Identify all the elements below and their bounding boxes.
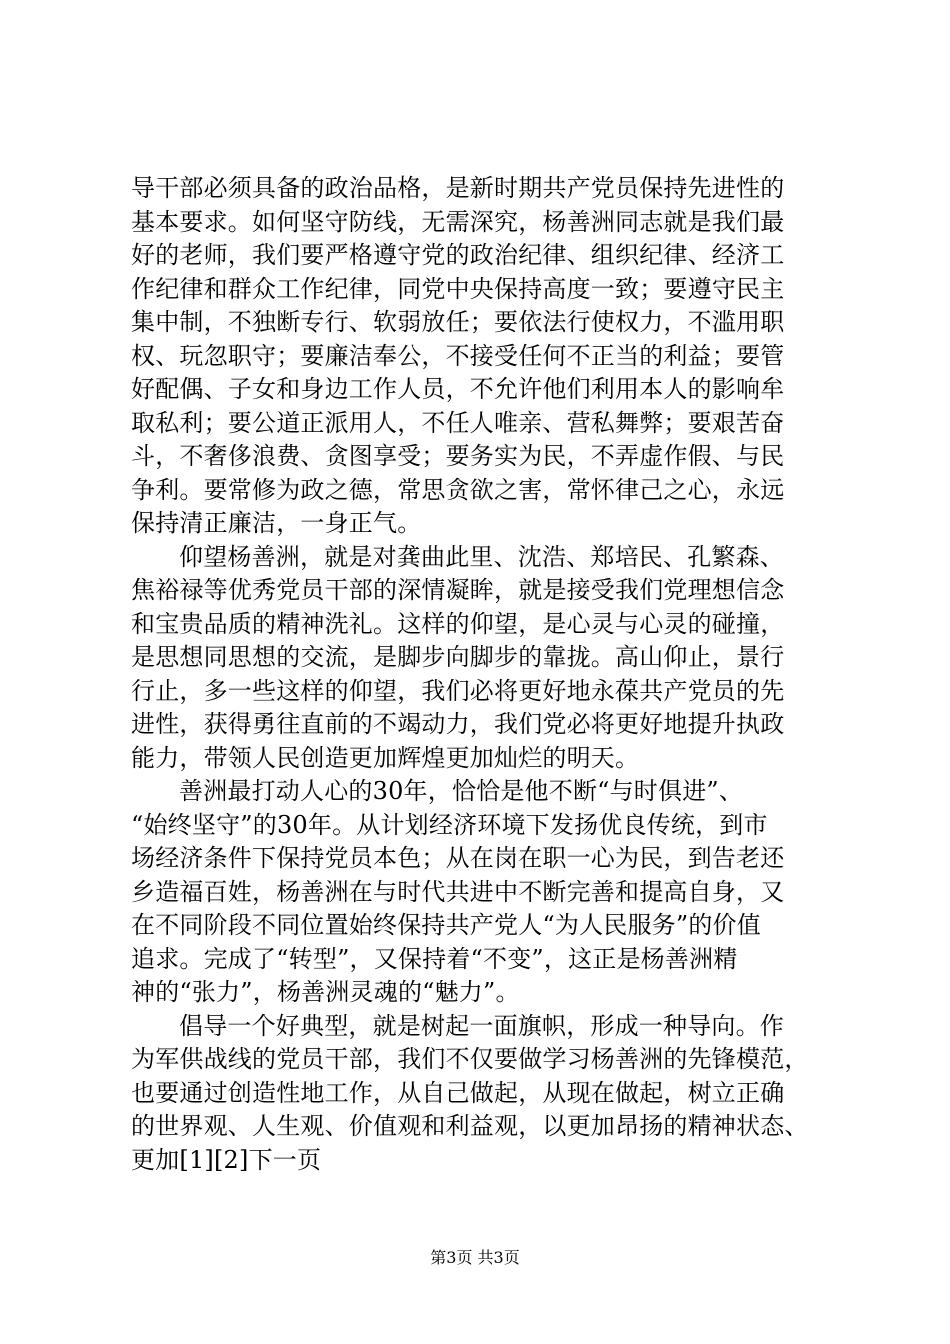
text-line: 争利。要常修为政之德，常思贪欲之害，常怀律己之心，永远	[131, 475, 785, 504]
page-footer: 第3页 共3页	[430, 1248, 520, 1267]
text-line: 在不同阶段不同位置始终保持共产党人“为人民服务”的价值	[131, 911, 761, 939]
text-line: 仰望杨善洲，就是对龚曲此里、沈浩、郑培民、孔繁森、	[179, 542, 784, 571]
text-line: 更加[1][2]下一页	[131, 1145, 322, 1174]
text-line: 场经济条件下保持党员本色；从在岗在职一心为民，到告老还	[131, 844, 785, 872]
text-line: 进性，获得勇往直前的不竭动力，我们党必将更好地提升执政	[131, 710, 785, 738]
text-line: 乡造福百姓，杨善洲在与时代共进中不断完善和提高自身，又	[131, 877, 785, 906]
text-line: 行止，多一些这样的仰望，我们必将更好地永葆共产党员的先	[131, 676, 785, 705]
text-line: 基本要求。如何坚守防线，无需深究，杨善洲同志就是我们最	[131, 207, 785, 236]
text-line: 斗，不奢侈浪费、贪图享受；要务实为民，不弄虚作假、与民	[131, 442, 785, 470]
text-line: 为军供战线的党员干部，我们不仅要做学习杨善洲的先锋模范，	[131, 1045, 809, 1073]
text-line: 善洲最打动人心的30年，恰恰是他不断“与时俱进”、	[179, 777, 744, 805]
text-line: 好的老师，我们要严格遵守党的政治纪律、组织纪律、经济工	[131, 241, 785, 269]
document-body	[131, 172, 831, 1177]
text-line: 作纪律和群众工作纪律，同党中央保持高度一致；要遵守民主	[131, 274, 785, 303]
text-line: 的世界观、人生观、价值观和利益观，以更加昂扬的精神状态、	[131, 1112, 809, 1140]
text-line: 权、玩忽职守；要廉洁奉公，不接受任何不正当的利益；要管	[131, 341, 785, 370]
text-line: 好配偶、子女和身边工作人员，不允许他们利用本人的影响牟	[131, 375, 785, 403]
text-line: 和宝贵品质的精神洗礼。这样的仰望，是心灵与心灵的碰撞，	[131, 609, 785, 638]
text-line: 是思想同思想的交流，是脚步向脚步的靠拢。高山仰止，景行	[131, 643, 785, 671]
text-line: 追求。完成了“转型”，又保持着“不变”，这正是杨善洲精	[131, 944, 738, 973]
text-line: 导干部必须具备的政治品格，是新时期共产党员保持先进性的	[131, 174, 785, 202]
text-line: 集中制，不独断专行、软弱放任；要依法行使权力，不滥用职	[131, 308, 785, 336]
text-line: 焦裕禄等优秀党员干部的深情凝眸，就是接受我们党理想信念	[131, 576, 785, 604]
text-line: 保持清正廉洁，一身正气。	[131, 509, 422, 537]
text-line: 能力，带领人民创造更加辉煌更加灿烂的明天。	[131, 743, 640, 772]
text-line: 取私利；要公道正派用人，不任人唯亲、营私舞弊；要艰苦奋	[131, 408, 785, 437]
text-line: 倡导一个好典型，就是树起一面旗帜，形成一种导向。作	[179, 1011, 784, 1040]
text-line: 也要通过创造性地工作，从自己做起，从现在做起，树立正确	[131, 1078, 785, 1107]
text-line: “始终坚守”的30年。从计划经济环境下发扬优良传统，到市	[131, 810, 768, 839]
text-line: 神的“张力”，杨善洲灵魂的“魅力”。	[131, 978, 520, 1006]
